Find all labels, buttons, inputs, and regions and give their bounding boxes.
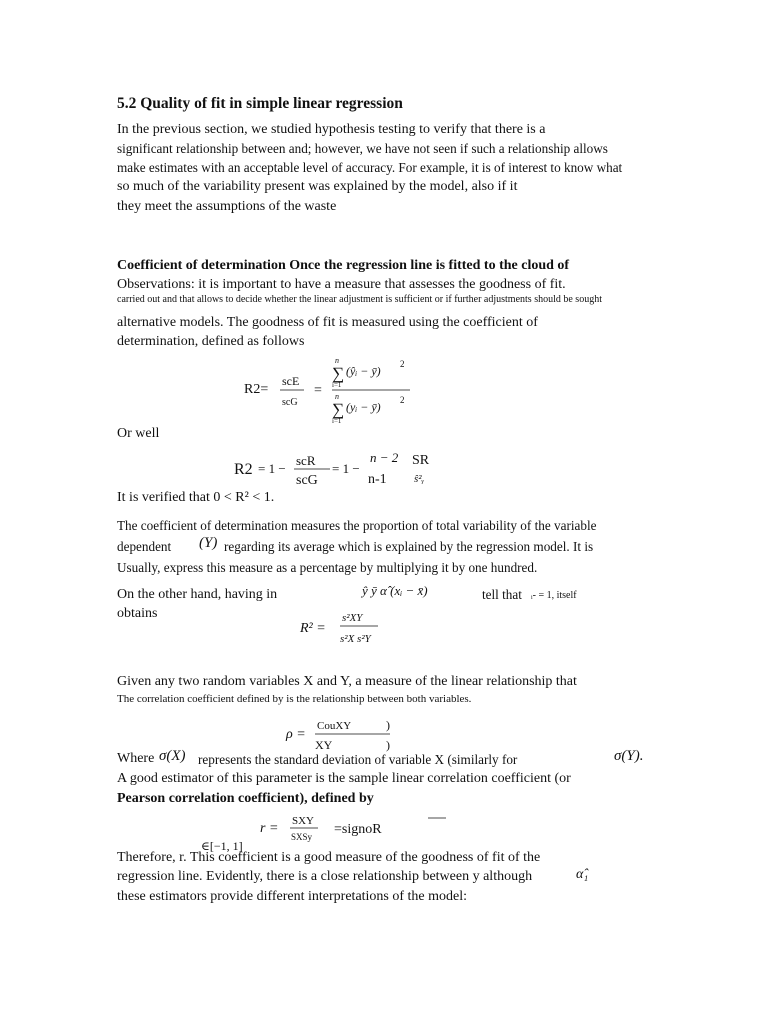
eq2-lhs: R2 <box>234 461 253 478</box>
eq2-one: = 1 − <box>258 461 286 476</box>
eq2-den: scG <box>296 473 318 488</box>
eq2-num: scR <box>296 453 316 468</box>
section-heading: 5.2 Quality of fit in simple linear regression <box>117 95 403 112</box>
coef-line-1: Observations: it is important to have a measure that assesses the goodness of fit. <box>117 277 566 292</box>
coef-line-3: alternative models. The goodness of fit is measured using the coefficient of <box>117 315 538 330</box>
proportion-line-3: Usually, express this measure as a percentage by multiplying it by one hundred. <box>117 560 538 575</box>
equation-r2-covariance <box>298 604 398 653</box>
proportion-line-1: The coefficient of determination measures the proportion of total variability of the variable <box>117 518 597 533</box>
given-line-2: The correlation coefficient defined by is the relationship between both variables. <box>117 693 472 705</box>
other-hand-tail: ᵢ- = 1, itself <box>531 590 577 601</box>
eq3-lhs: R² = <box>300 621 326 636</box>
eq1-num-power: 2 <box>400 359 405 369</box>
eq1-sigma-2: ∑ <box>332 400 345 419</box>
eq1-sum-bottom-2: i=1 <box>332 417 342 425</box>
eq2-sy: ŝ²ᵧ <box>414 473 425 485</box>
eq1-sigma-1: ∑ <box>332 364 345 383</box>
therefore-line-2: regression line. Evidently, there is a close relationship between y although <box>117 869 533 884</box>
equation-pearson <box>258 812 458 849</box>
sigma-x: σ(X) <box>159 748 186 764</box>
therefore-line-3: these estimators provide different interpretations of the model: <box>117 889 468 904</box>
eq5-lhs: r = <box>260 821 279 836</box>
coef-line-2: carried out and that allows to decide whether the linear adjustment is sufficient or if further adjustments should be sought <box>117 294 602 305</box>
eq5-den: SXSy <box>291 832 313 842</box>
eq1-den-power: 2 <box>400 395 405 405</box>
other-hand-line-1: On the other hand, having in <box>117 587 278 602</box>
therefore-line-1: Therefore, r. This coefficient is a good measure of the goodness of fit of the <box>117 850 541 865</box>
eq2-n-minus-1: n-1 <box>368 472 387 487</box>
proportion-line-2: regarding its average which is explained by the regression model. It is <box>224 539 594 554</box>
eq1-den-expr: (yᵢ − ȳ) <box>346 400 381 414</box>
eq1-den: scG <box>282 397 298 408</box>
interval-symbol: ∈[−1, 1] <box>201 839 243 853</box>
intro-line-5: they meet the assumptions of the waste <box>117 199 337 214</box>
or-well: Or well <box>117 426 160 441</box>
eq2-sr: SR <box>412 453 430 468</box>
equation-r2-definition <box>240 355 440 432</box>
eq1-eq: = <box>314 383 322 398</box>
where-text: Where <box>117 751 155 766</box>
eq1-lhs: R2= <box>244 382 269 397</box>
coef-heading: Coefficient of determination Once the regression line is fitted to the cloud of <box>117 258 570 273</box>
coef-line-4: determination, defined as follows <box>117 334 305 349</box>
verified-line: It is verified that 0 < R² < 1. <box>117 490 275 505</box>
eq5-num: SXY <box>292 815 315 827</box>
eq1-num-expr: (ŷᵢ − ȳ) <box>346 364 381 378</box>
intro-line-2: significant relationship between and; however, we have not seen if such a relationship allows <box>117 141 608 156</box>
eq2-n-minus-2: n − 2 <box>370 450 399 465</box>
other-hand-line-2: obtains <box>117 606 158 621</box>
eq1-sum-bottom-1: i=1 <box>332 381 342 389</box>
given-line-1: Given any two random variables X and Y, a measure of the linear relationship that <box>117 674 577 689</box>
eq3-den: s²X s²Y <box>340 633 371 645</box>
eq2-eq2: = 1 − <box>332 461 360 476</box>
other-hand-symbols: ŷ ȳ α̂ (xᵢ − x̄) <box>362 583 428 598</box>
eq4-rparen-2: ) <box>386 738 390 752</box>
estimator-line-1: A good estimator of this parameter is the sample linear correlation coefficient (or <box>117 771 571 786</box>
eq4-rparen-1: ) <box>386 718 390 732</box>
estimator-line-2: Pearson correlation coefficient), defined by <box>117 791 374 806</box>
other-hand-tell: tell that <box>482 587 522 602</box>
alpha1-symbol: α̂₁ <box>576 867 589 882</box>
eq4-lhs: ρ = <box>286 727 306 742</box>
sigma-y: σ(Y). <box>614 748 644 764</box>
intro-line-1: In the previous section, we studied hypothesis testing to verify that there is a <box>117 122 546 137</box>
eq1-sum-top-2: n <box>335 392 339 401</box>
intro-line-3: make estimates with an acceptable level of accuracy. For example, it is of interest to know what <box>117 160 623 175</box>
equation-r2-alternative <box>232 448 442 495</box>
eq5-rhs: =signoR <box>334 822 382 837</box>
intro-line-4: so much of the variability present was explained by the model, also if it <box>117 179 518 194</box>
where-description: represents the standard deviation of variable X (similarly for <box>198 752 518 767</box>
eq3-num: s²XY <box>342 612 363 624</box>
proportion-dependent: dependent <box>117 539 172 554</box>
eq1-num: scE <box>282 374 300 388</box>
eq1-sum-top-1: n <box>335 356 339 365</box>
eq4-den: XY <box>315 738 333 752</box>
proportion-y-symbol: (Y) <box>199 535 218 551</box>
eq4-num: CouXY <box>317 720 352 732</box>
